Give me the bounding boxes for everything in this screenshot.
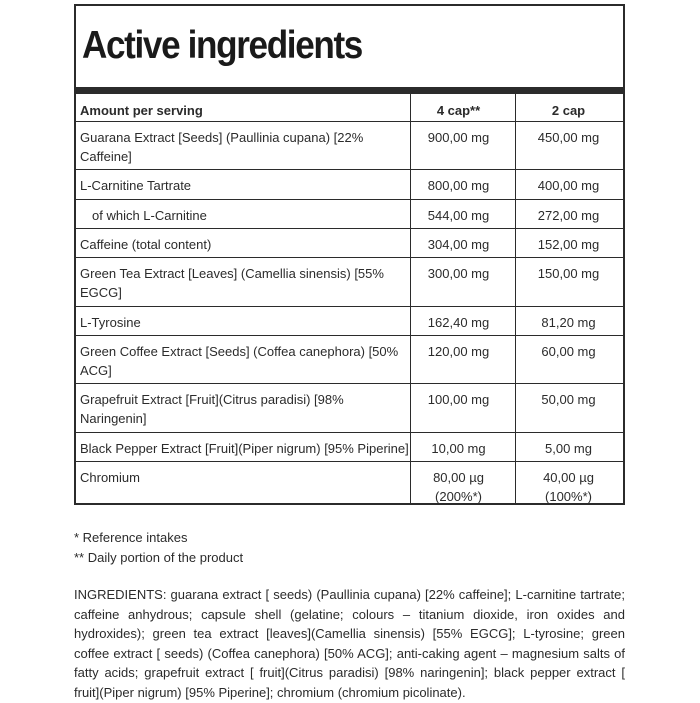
amount-2-cap: 50,00 mg	[541, 392, 596, 407]
footnote-daily-portion: ** Daily portion of the product	[74, 549, 244, 565]
column-divider	[515, 94, 516, 503]
ingredient-name: Green Coffee Extract [Seeds] (Coffea canephora) [50% ACG]	[80, 344, 399, 378]
table-header-row	[76, 94, 623, 122]
table-row	[76, 307, 623, 336]
ingredient-name: Chromium	[80, 470, 140, 485]
amount-4-cap: 100,00 mg	[427, 392, 490, 407]
ingredient-name: of which L-Carnitine	[92, 208, 207, 223]
header-amount-per-serving: Amount per serving	[80, 103, 203, 118]
amount-4-cap	[411, 462, 506, 506]
supplement-facts-panel	[74, 4, 625, 505]
column-divider	[410, 94, 411, 503]
amount-4-cap: 800,00 mg	[427, 178, 490, 193]
table-row	[76, 384, 623, 433]
amount-2-cap: 60,00 mg	[541, 344, 596, 359]
amount-value: 80,00 µg	[433, 470, 484, 485]
header-4-cap: 4 cap**	[436, 103, 481, 118]
title-divider	[76, 87, 623, 94]
table-row	[76, 336, 623, 384]
ingredient-name: L-Tyrosine	[80, 315, 141, 330]
header-2-cap: 2 cap	[551, 103, 586, 118]
table-row	[76, 433, 623, 462]
table-row	[76, 200, 623, 229]
amount-4-cap: 10,00 mg	[431, 441, 486, 456]
table-row	[76, 229, 623, 258]
amount-4-cap: 544,00 mg	[427, 208, 490, 223]
ingredient-name: Guarana Extract [Seeds] (Paullinia cupana) [22% Caffeine]	[80, 130, 364, 164]
ingredient-name: Green Tea Extract [Leaves] (Camellia sinensis) [55% EGCG]	[80, 266, 384, 300]
amount-2-cap	[521, 462, 616, 506]
amount-4-cap: 304,00 mg	[427, 237, 490, 252]
table-row	[76, 462, 623, 503]
footnotes	[74, 528, 243, 567]
amount-4-cap: 120,00 mg	[427, 344, 490, 359]
table-row	[76, 170, 623, 200]
amount-value: 40,00 µg	[543, 470, 594, 485]
amount-4-cap: 900,00 mg	[427, 130, 490, 145]
ingredient-name: Grapefruit Extract [Fruit](Citrus paradisi) [98% Naringenin]	[80, 392, 344, 426]
ingredient-name: Caffeine (total content)	[80, 237, 212, 252]
ingredients-list: INGREDIENTS: guarana extract [ seeds) (Paullinia cupana) [22% caffeine]; L-carnitine tartrate; caffeine anhydrous; capsule shell (gelatine; colours – titanium dioxide, iron oxides and hydroxides); green tea extract [leaves](Camellia sinensis) [55% EGCG]; L-tyrosine; green coffee extract [ seeds) (Coffea canephora) [50% ACG]; anti-caking agent – magnesium salts of fatty acids; grapefruit extract [ fruit](Citrus paradisi) [98% naringenin]; black pepper extract [ fruit](Piper nigrum) [95% Piperine]; chromium (chromium picolinate).	[74, 587, 625, 700]
reference-intake-percent: (200%*)	[435, 489, 482, 504]
amount-2-cap: 450,00 mg	[537, 130, 600, 145]
ingredient-name: L-Carnitine Tartrate	[80, 178, 192, 193]
table-row	[76, 122, 623, 170]
panel-title: Active ingredients	[82, 24, 362, 67]
amount-2-cap: 5,00 mg	[545, 441, 592, 456]
amount-4-cap: 300,00 mg	[427, 266, 490, 281]
footnote-reference-intakes: * Reference intakes	[74, 530, 188, 545]
amount-4-cap: 162,40 mg	[427, 315, 490, 330]
reference-intake-percent: (100%*)	[545, 489, 592, 504]
amount-2-cap: 152,00 mg	[537, 237, 600, 252]
amount-2-cap: 272,00 mg	[537, 208, 600, 223]
amount-2-cap: 400,00 mg	[537, 178, 600, 193]
amount-2-cap: 81,20 mg	[541, 315, 596, 330]
ingredient-name: Black Pepper Extract [Fruit](Piper nigrum) [95% Piperine]	[80, 441, 409, 456]
table-row	[76, 258, 623, 307]
amount-2-cap: 150,00 mg	[537, 266, 600, 281]
